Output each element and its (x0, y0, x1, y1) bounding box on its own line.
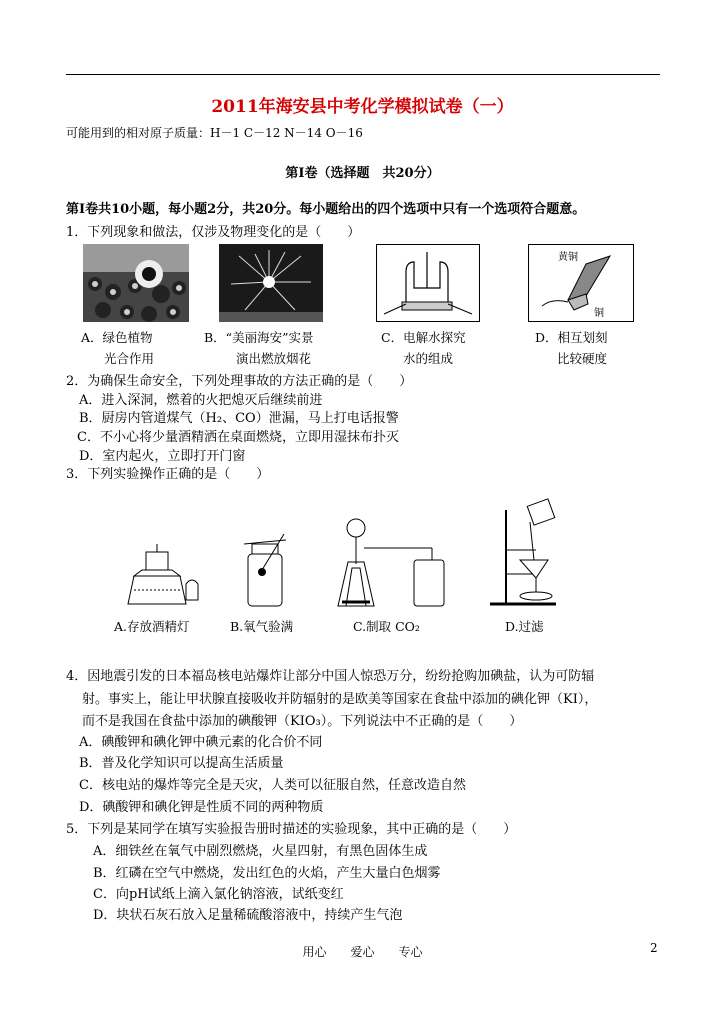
atomic-masses: 可能用到的相对原子质量：H－1 C－12 N－14 O－16 (66, 126, 363, 140)
q5-option-a: A．细铁丝在氧气中剧烈燃烧，火星四射，有黑色固体生成 (93, 844, 428, 859)
filtration-figure (486, 494, 570, 610)
q4-stem-line2: 射。事实上，能让甲状腺直接吸收并防辐射的是欧美等国家在食盐中添加的碘化钾（KI）， (82, 692, 598, 707)
q2-option-a: A．进入深洞，燃着的火把熄灭后继续前进 (79, 393, 323, 408)
electrolysis-apparatus (376, 244, 480, 322)
q3-caption-c: C.制取 CO₂ (353, 619, 420, 634)
copper-label: 铜 (594, 308, 604, 319)
q1-option-d: D．相互划刻 (535, 330, 608, 345)
q1-option-b-cont: 演出燃放烟花 (236, 351, 312, 366)
q3-stem: 3．下列实验操作正确的是（ ） (66, 467, 270, 482)
q1-option-a-cont: 光合作用 (104, 351, 155, 366)
q2-option-d: D．室内起火，立即打开门窗 (79, 449, 246, 464)
photosynthesis-photo (83, 244, 189, 322)
oxygen-test-figure (238, 530, 294, 610)
q1-option-c-cont: 水的组成 (403, 351, 454, 366)
q3-caption-b: B.氧气验满 (230, 619, 294, 634)
q3-caption-a: A.存放酒精灯 (114, 619, 190, 634)
q1-option-c: C．电解水探究 (381, 330, 466, 345)
co2-apparatus-figure (334, 514, 446, 610)
alcohol-lamp-storage-figure (120, 540, 202, 610)
page-footer: 用心 爱心 专心 (302, 945, 423, 959)
q5-option-b: B．红磷在空气中燃烧，发出红色的火焰，产生大量白色烟雾 (93, 866, 441, 881)
page-number: 2 (650, 941, 658, 955)
q4-option-d: D．碘酸钾和碘化钾是性质不同的两种物质 (79, 800, 324, 815)
q2-option-b: B．厨房内管道煤气（H₂、CO）泄漏，马上打电话报警 (79, 411, 399, 426)
q1-option-b: B．“美丽海安”实景 (204, 330, 314, 345)
q3-caption-d: D.过滤 (505, 619, 544, 634)
instructions: 第Ⅰ卷共10小题，每小题2分，共20分。每小题给出的四个选项中只有一个选项符合题意。 (66, 202, 586, 217)
q4-option-a: A．碘酸钾和碘化钾中碘元素的化合价不同 (79, 735, 323, 750)
q5-stem: 5．下列是某同学在填写实验报告册时描述的实验现象，其中正确的是（ ） (66, 822, 517, 837)
brass-label: 黄铜 (558, 252, 578, 263)
fireworks-photo (219, 244, 323, 322)
q1-option-a: A．绿色植物 (81, 330, 153, 345)
q4-option-c: C．核电站的爆炸等完全是天灾，人类可以征服自然，任意改造自然 (79, 778, 466, 793)
section-heading: 第Ⅰ卷（选择题 共20分） (285, 166, 440, 181)
q2-option-c: C．不小心将少量酒精洒在桌面燃烧，立即用湿抹布扑灭 (77, 430, 399, 445)
hardness-test-figure (528, 244, 634, 322)
exam-title: 2011年海安县中考化学模拟试卷（一） (211, 97, 514, 117)
q4-option-b: B．普及化学知识可以提高生活质量 (79, 756, 284, 771)
q5-option-c: C．向pH试纸上滴入氯化钠溶液，试纸变红 (93, 887, 344, 902)
q5-option-d: D．块状石灰石放入足量稀硫酸溶液中，持续产生气泡 (93, 908, 403, 923)
q4-stem-line3: 而不是我国在食盐中添加的碘酸钾（KIO₃）。下列说法中不正确的是（ ） (82, 714, 523, 729)
q4-stem-line1: 4．因地震引发的日本福岛核电站爆炸让部分中国人惊恐万分，纷纷抢购加碘盐，认为可防辐 (66, 669, 595, 684)
top-rule (66, 74, 660, 75)
q1-stem: 1．下列现象和做法，仅涉及物理变化的是（ ） (66, 225, 361, 240)
q1-option-d-cont: 比较硬度 (557, 351, 608, 366)
q2-stem: 2．为确保生命安全，下列处理事故的方法正确的是（ ） (66, 374, 413, 389)
